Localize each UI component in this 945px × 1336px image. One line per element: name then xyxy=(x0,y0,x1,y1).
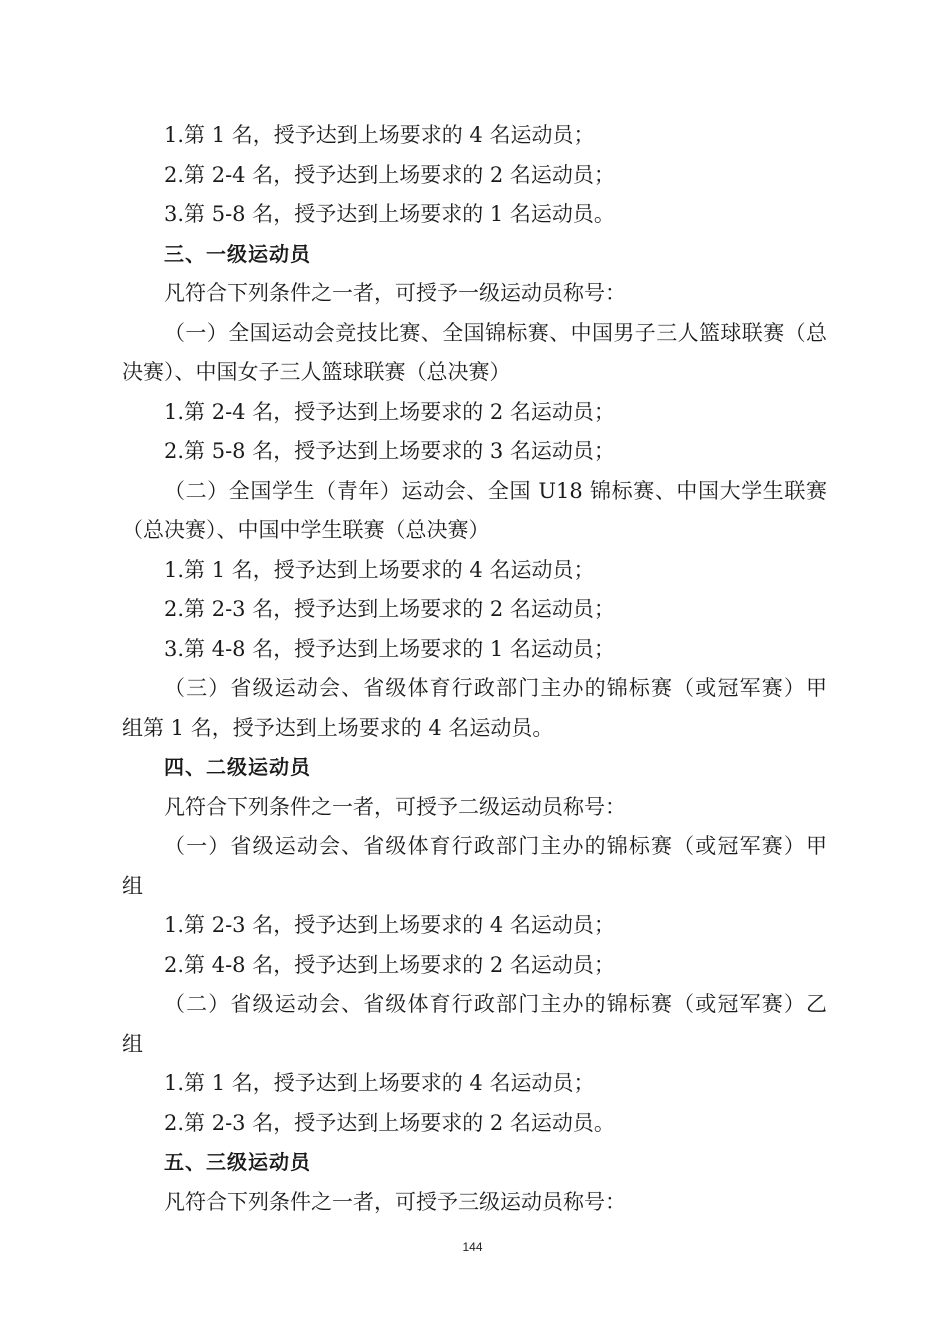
condition-2-second-class-line-1: （二）省级运动会、省级体育行政部门主办的锦标赛（或冠军赛）乙 xyxy=(164,992,827,1016)
page-number: 144 xyxy=(462,1240,483,1254)
section-heading-second-class: 四、二级运动员 xyxy=(164,755,311,779)
section-heading-first-class: 三、一级运动员 xyxy=(164,241,311,266)
condition-3-first-class-line-1: （三）省级运动会、省级体育行政部门主办的锦标赛（或冠军赛）甲 xyxy=(164,676,827,700)
condition-1-second-class-line-1: （一）省级运动会、省级体育行政部门主办的锦标赛（或冠军赛）甲 xyxy=(164,834,827,858)
condition-3-first-class-line-2: 组第 1 名，授予达到上场要求的 4 名运动员。 xyxy=(122,715,554,740)
rule-line: 3.第 4-8 名，授予达到上场要求的 1 名运动员； xyxy=(164,636,615,661)
section-intro-first-class: 凡符合下列条件之一者，可授予一级运动员称号： xyxy=(164,281,626,305)
condition-2-first-class-line-2: （总决赛）、中国中学生联赛（总决赛） xyxy=(122,518,490,542)
rule-line: 2.第 2-3 名，授予达到上场要求的 2 名运动员； xyxy=(164,597,615,621)
condition-1-second-class-line-2: 组 xyxy=(122,873,143,898)
condition-1-first-class-line-2: 决赛）、中国女子三人篮球联赛（总决赛） xyxy=(122,360,511,384)
rule-line: 1.第 2-3 名，授予达到上场要求的 4 名运动员； xyxy=(164,913,615,937)
rule-line: 1.第 1 名，授予达到上场要求的 4 名运动员； xyxy=(164,1071,595,1095)
rule-line: 1.第 1 名，授予达到上场要求的 4 名运动员； xyxy=(164,557,595,582)
rule-line: 1.第 2-4 名，授予达到上场要求的 2 名运动员； xyxy=(164,399,615,424)
condition-1-first-class-line-1: （一）全国运动会竞技比赛、全国锦标赛、中国男子三人篮球联赛（总 xyxy=(164,320,827,345)
rule-line: 2.第 2-3 名，授予达到上场要求的 2 名运动员。 xyxy=(164,1110,615,1135)
rule-line-rank-5-8-award-1: 3.第 5-8 名，授予达到上场要求的 1 名运动员。 xyxy=(164,202,615,226)
rule-line: 2.第 5-8 名，授予达到上场要求的 3 名运动员； xyxy=(164,439,615,463)
condition-2-first-class-line-1: （二）全国学生（青年）运动会、全国 U18 锦标赛、中国大学生联赛 xyxy=(164,478,827,503)
section-intro-second-class: 凡符合下列条件之一者，可授予二级运动员称号： xyxy=(164,794,626,819)
rule-line-rank-2-4-award-2: 2.第 2-4 名，授予达到上场要求的 2 名运动员； xyxy=(164,162,615,187)
section-intro-third-class: 凡符合下列条件之一者，可授予三级运动员称号： xyxy=(164,1189,626,1214)
document-body xyxy=(122,116,827,1222)
rule-line: 2.第 4-8 名，授予达到上场要求的 2 名运动员； xyxy=(164,952,615,977)
condition-2-second-class-line-2: 组 xyxy=(122,1031,143,1056)
section-heading-third-class: 五、三级运动员 xyxy=(164,1150,311,1174)
rule-line-rank-1-award-4: 1.第 1 名，授予达到上场要求的 4 名运动员； xyxy=(164,123,595,147)
